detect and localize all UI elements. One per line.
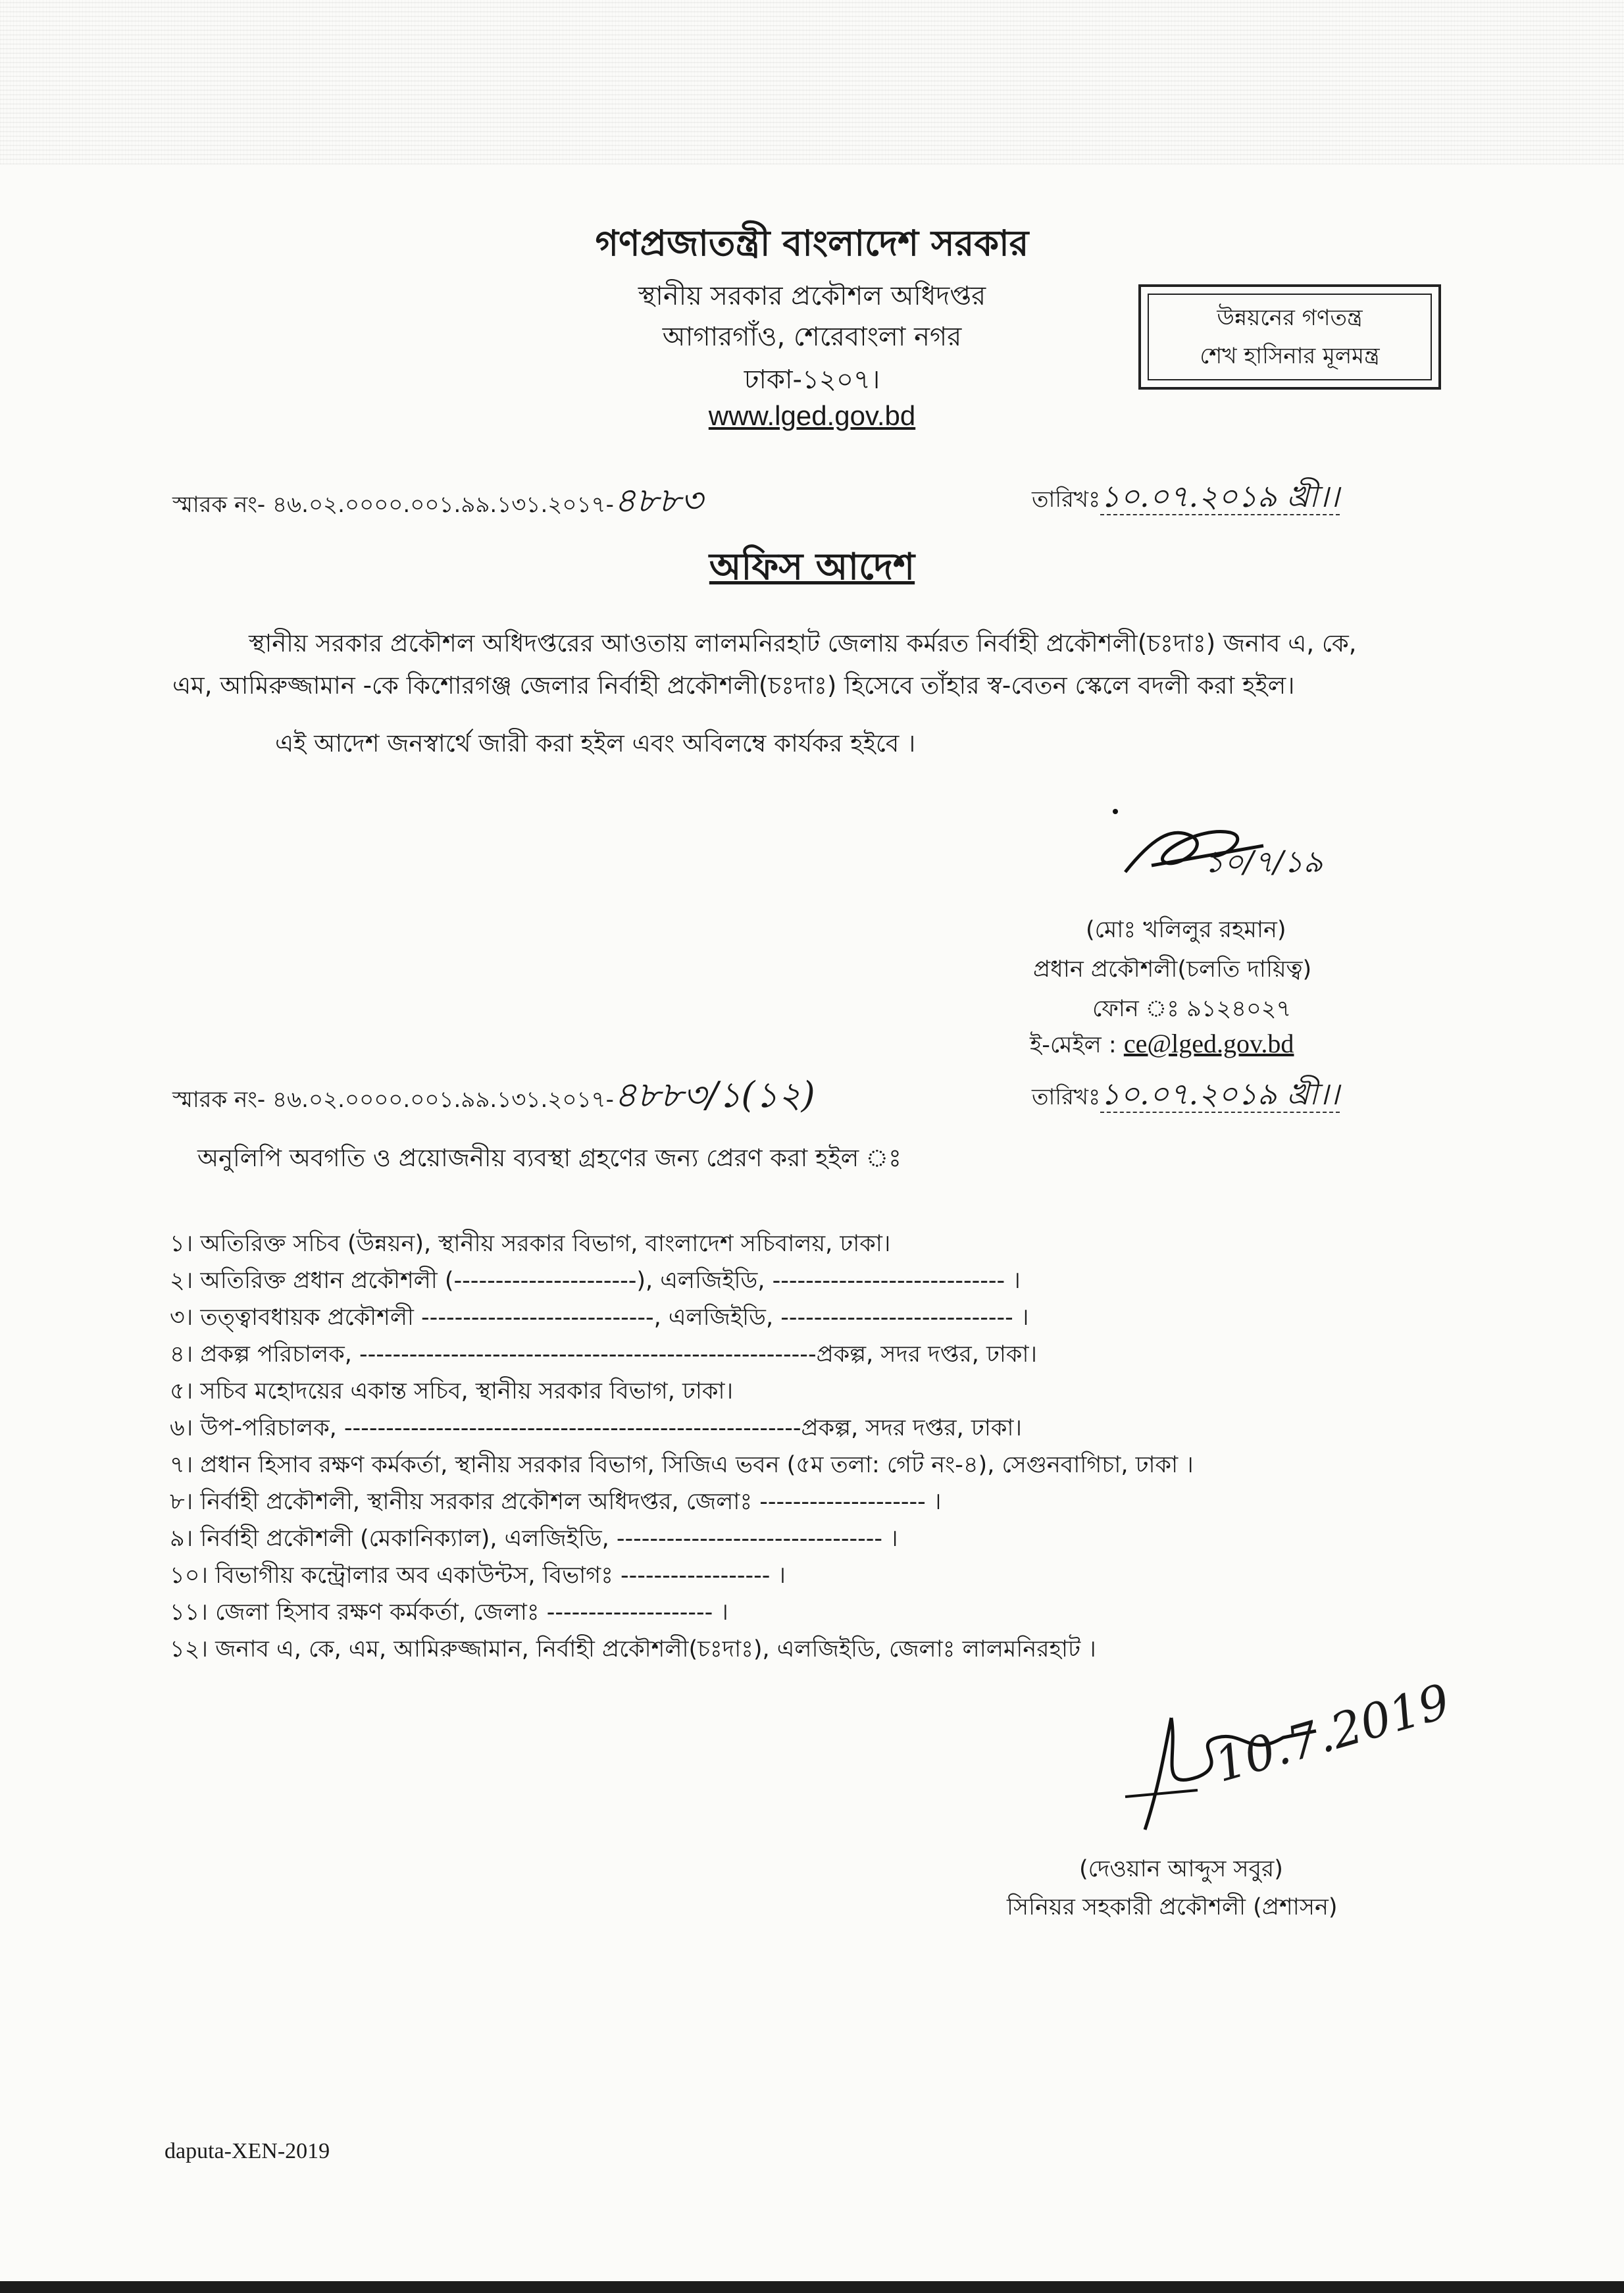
list-item: ৫। সচিব মহোদয়ের একান্ত সচিব, স্থানীয় সরকার বিভাগ, ঢাকা। [170, 1378, 734, 1404]
memo-handwritten-number: ৪৮৮৩/১(১২) [613, 1074, 815, 1116]
header-city: ঢাকা-১২০৭। [744, 365, 880, 395]
date-label: তারিখঃ [1032, 1084, 1101, 1110]
email-label: ই-মেইল : [1030, 1032, 1117, 1058]
signature-2-date: 10.7.2019 [1208, 1673, 1456, 1793]
list-item: ১১। জেলা হিসাব রক্ষণ কর্মকর্তা, জেলাঃ -------------------- । [170, 1599, 728, 1626]
list-item: ৭। প্রধান হিসাব রক্ষণ কর্মকর্তা, স্থানীয় সরকার বিভাগ, সিজিএ ভবন (৫ম তলা: গেট নং-৪), সেগুনবাগিচা, ঢাকা । [170, 1452, 1194, 1478]
list-item: ৬। উপ-পরিচালক, -------------------------------------------------------প্রকল্প, সদর দপ্তর, ঢাকা। [170, 1415, 1023, 1441]
scan-noise [0, 0, 1624, 165]
scan-edge [0, 2281, 1624, 2293]
list-item: ৩। তত্ত্বাবধায়ক প্রকৌশলী ----------------------------, এলজিইডি, ---------------------------- । [170, 1304, 1029, 1331]
signatory-2-name: (দেওয়ান আব্দুস সবুর) [1079, 1856, 1283, 1882]
date-handwritten: ১০.০৭.২০১৯ খ্রী।। [1100, 478, 1340, 514]
memo-prefix: স্মারক নং- ৪৬.০২.০০০০.০০১.৯৯.১৩১.২০১৭- [172, 492, 614, 518]
memo-prefix: স্মারক নং- ৪৬.০২.০০০০.০০১.৯৯.১৩১.২০১৭- [172, 1087, 614, 1113]
signatory-1-designation: প্রধান প্রকৌশলী(চলতি দায়িত্ব) [1033, 956, 1312, 983]
signatory-1-name: (মোঃ খলিলুর রহমান) [1086, 917, 1286, 943]
header-address: আগারগাঁও, শেরেবাংলা নগর [662, 322, 962, 352]
memo-date-2 [1032, 1071, 1340, 1121]
footer-code: daputa-XEN-2019 [165, 2139, 330, 2163]
signatory-2-designation: সিনিয়র সহকারী প্রকৌশলী (প্রশাসন) [1007, 1894, 1338, 1920]
header-department: স্থানীয় সরকার প্রকৌশল অধিদপ্তর [638, 281, 986, 311]
memo-number-2 [172, 1068, 815, 1127]
copy-intro: অনুলিপি অবগতি ও প্রয়োজনীয় ব্যবস্থা গ্রহণের জন্য প্রেরণ করা হইল ঃ [197, 1144, 901, 1172]
email-link[interactable]: ce@lged.gov.bd [1123, 1029, 1294, 1058]
body-paragraph-2: এই আদেশ জনস্বার্থে জারী করা হইল এবং অবিলম্বে কার্যকর হইবে । [275, 729, 916, 758]
signatory-1-phone: ফোন ঃ ৯১২৪০২৭ [1092, 996, 1292, 1022]
list-item: ৮। নির্বাহী প্রকৌশলী, স্থানীয় সরকার প্রকৌশল অধিদপ্তর, জেলাঃ -------------------- । [170, 1489, 942, 1515]
signature-1-date: ১০/৭/১৯ [1204, 844, 1323, 879]
date-handwritten: ১০.০৭.২০১৯ খ্রী।। [1100, 1076, 1340, 1112]
list-item: ২। অতিরিক্ত প্রধান প্রকৌশলী (----------------------), এলজিইডি, ---------------------------- । [170, 1268, 1021, 1294]
order-title: অফিস আদেশ [709, 546, 915, 588]
body-paragraph-line-2: এম, আমিরুজ্জামান -কে কিশোরগঞ্জ জেলার নির্বাহী প্রকৌশলী(চঃদাঃ) হিসেবে তাঁহার স্ব-বেতন স্কেলে বদলী করা হইল। [172, 671, 1295, 700]
list-item: ১২। জনাব এ, কে, এম, আমিরুজ্জামান, নির্বাহী প্রকৌশলী(চঃদাঃ), এলজিইডি, জেলাঃ লালমনিরহাট । [170, 1636, 1096, 1662]
body-paragraph-line-1: স্থানীয় সরকার প্রকৌশল অধিদপ্তরের আওতায় লালমনিরহাট জেলায় কর্মরত নির্বাহী প্রকৌশলী(চঃদাঃ) জনাব এ, কে, [249, 629, 1357, 657]
header-website[interactable]: www.lged.gov.bd [708, 400, 916, 431]
header-government: গণপ্রজাতন্ত্রী বাংলাদেশ সরকার [595, 222, 1029, 264]
memo-number-1 [172, 474, 703, 531]
signatory-1-email-row [1030, 1027, 1294, 1066]
memo-date-1 [1032, 474, 1340, 524]
slogan-box [1138, 284, 1441, 390]
memo-handwritten-number: ৪৮৮৩ [613, 481, 703, 521]
list-item: ৪। প্রকল্প পরিচালক, -------------------------------------------------------প্রকল্প, সদর দপ্তর, ঢাকা। [170, 1341, 1038, 1368]
list-item: ৯। নির্বাহী প্রকৌশলী (মেকানিক্যাল), এলজিইডি, -------------------------------- । [170, 1526, 898, 1552]
list-item: ১। অতিরিক্ত সচিব (উন্নয়ন), স্থানীয় সরকার বিভাগ, বাংলাদেশ সচিবালয়, ঢাকা। [170, 1231, 891, 1257]
list-item: ১০। বিভাগীয় কন্ট্রোলার অব একাউন্টস, বিভাগঃ ------------------ । [170, 1562, 786, 1589]
date-label: তারিখঃ [1032, 486, 1101, 513]
slogan-line-1: উন্নয়নের গণতন্ত্র [1217, 305, 1363, 331]
slogan-line-2: শেখ হাসিনার মূলমন্ত্র [1200, 343, 1380, 369]
